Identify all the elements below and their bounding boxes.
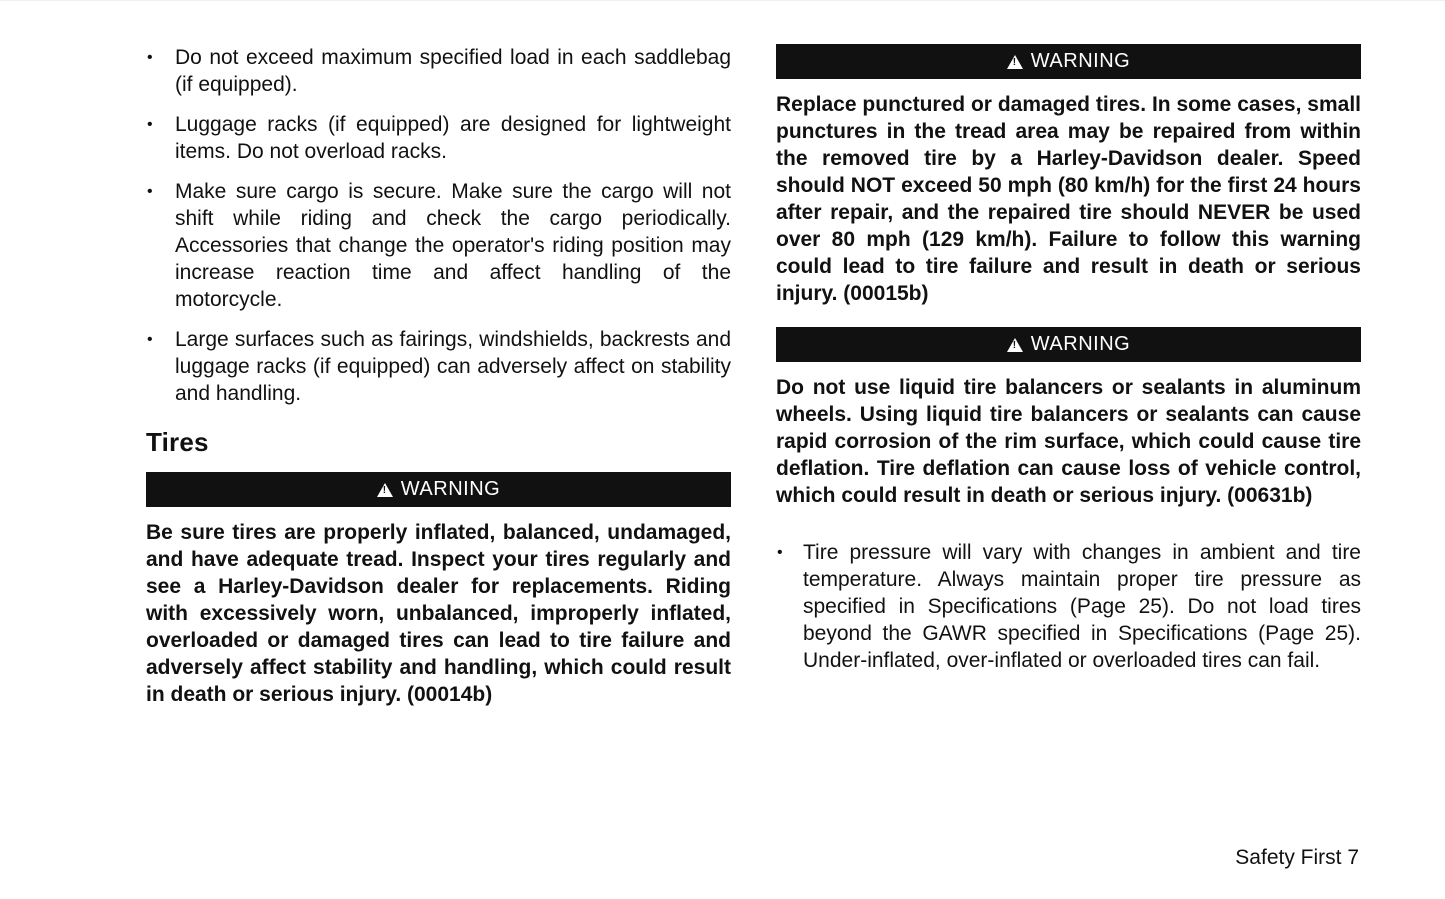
warning-text: Be sure tires are properly inflated, balanced, undamaged, and have adequate tread. Inspect your tires regularly and see a Harley-Davidson dealer for replacements. Riding with excessively worn, unbalanced, improperly inflated, overloaded or damaged tires can lead to tire failure and adversely affect stability and handling, which could result in death or serious injury. (00014b) [146, 521, 731, 706]
warning-banner [776, 44, 1361, 79]
list-item [146, 178, 731, 313]
warning-label: WARNING [1030, 50, 1131, 72]
bullet-text: Large surfaces such as fairings, windshields, backrests and luggage racks (if equipped) can adversely affect on stability and handling. [175, 328, 731, 405]
section-heading-tires: Tires [146, 427, 209, 457]
bullet-text: Make sure cargo is secure. Make sure the cargo will not shift while riding and check the cargo periodically. Accessories that change the operator's riding position may increase reaction time and affect handling of the motorcycle. [175, 180, 731, 311]
warning-triangle-icon [377, 483, 393, 497]
warning-text: Replace punctured or damaged tires. In some cases, small punctures in the tread area may be repaired from within the removed tire by a Harley-Davidson dealer. Speed should NOT exceed 50 mph (80 km/h) for the first 24 hours after repair, and the repaired tire should NEVER be used over 80 mph (129 km/h). Failure to follow this warning could lead to tire failure and result in death or serious injury. (00015b) [776, 93, 1361, 305]
warning-label: WARNING [400, 478, 501, 500]
warning-banner [146, 472, 731, 507]
left-bullet-list [146, 44, 731, 407]
page-footer: Safety First 7 [1235, 846, 1359, 869]
bullet-text: Luggage racks (if equipped) are designed for lightweight items. Do not overload racks. [175, 113, 731, 163]
list-item [146, 326, 731, 407]
warning-triangle-icon [1007, 55, 1023, 69]
bullet-icon: • [147, 183, 153, 200]
bullet-icon: • [147, 331, 153, 348]
bullet-text: Tire pressure will vary with changes in ambient and tire temperature. Always maintain proper tire pressure as specified in Specifications (Page 25). Do not load tires beyond the GAWR specified in Specifications (Page 25). Under-inflated, over-inflated or overloaded tires can fail. [803, 541, 1361, 672]
list-item [776, 539, 1361, 674]
bullet-text: Do not exceed maximum specified load in each saddlebag (if equipped). [175, 46, 731, 96]
left-column [146, 44, 731, 728]
bullet-icon: • [147, 116, 153, 133]
right-column [776, 44, 1361, 687]
warning-text: Do not use liquid tire balancers or sealants in aluminum wheels. Using liquid tire balancers or sealants can cause rapid corrosion of the rim surface, which could cause tire deflation. Tire deflation can cause loss of vehicle control, which could result in death or serious injury. (00631b) [776, 376, 1361, 507]
warning-triangle-icon [1007, 338, 1023, 352]
list-item [146, 44, 731, 98]
bullet-icon: • [777, 544, 783, 561]
list-item [146, 111, 731, 165]
right-bullet-list [776, 539, 1361, 674]
warning-label: WARNING [1030, 333, 1131, 355]
warning-banner [776, 327, 1361, 362]
bullet-icon: • [147, 49, 153, 66]
